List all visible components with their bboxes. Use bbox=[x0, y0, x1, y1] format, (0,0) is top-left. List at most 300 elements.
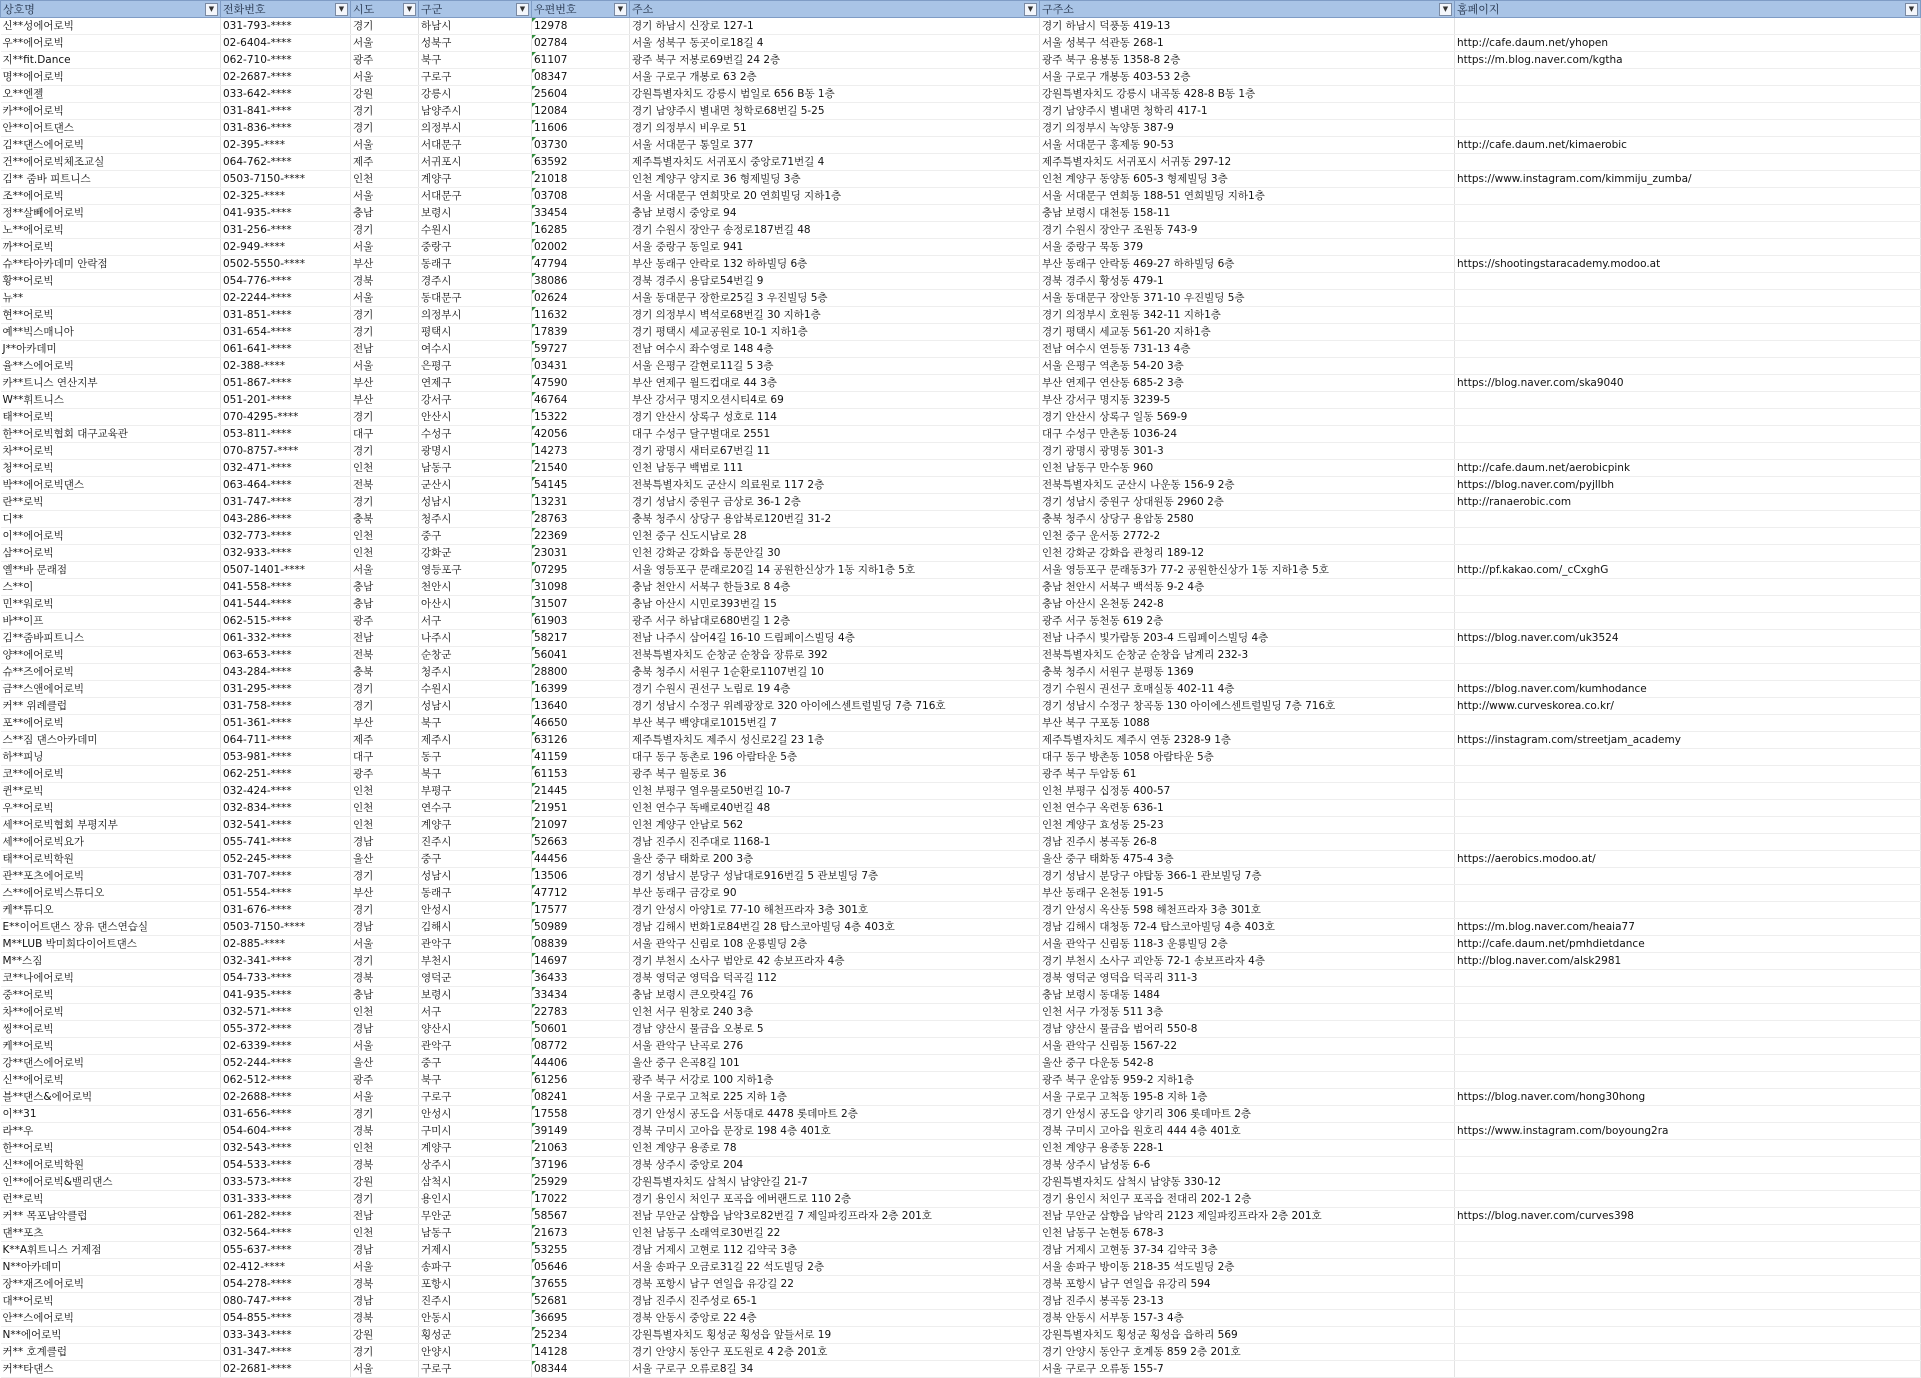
cell-homepage[interactable] bbox=[1455, 1259, 1921, 1276]
cell-gugun[interactable]: 아산시 bbox=[419, 596, 532, 613]
cell-address[interactable]: 충남 아산시 시민로393번길 15 bbox=[630, 596, 1040, 613]
cell-homepage[interactable] bbox=[1455, 834, 1921, 851]
table-row[interactable] bbox=[1, 800, 1921, 817]
cell-address[interactable]: 부산 동래구 금강로 90 bbox=[630, 885, 1040, 902]
cell-sido[interactable]: 경북 bbox=[351, 1310, 419, 1327]
cell-sido[interactable]: 전남 bbox=[351, 341, 419, 358]
cell-gugun[interactable]: 중구 bbox=[419, 851, 532, 868]
cell-gugun[interactable]: 의정부시 bbox=[419, 307, 532, 324]
cell-address[interactable]: 경북 영덕군 영덕읍 덕곡길 112 bbox=[630, 970, 1040, 987]
cell-homepage[interactable] bbox=[1455, 341, 1921, 358]
cell-address[interactable]: 경북 안동시 중앙로 22 4층 bbox=[630, 1310, 1040, 1327]
table-row[interactable] bbox=[1, 52, 1921, 69]
cell-gugun[interactable]: 관악구 bbox=[419, 936, 532, 953]
cell-homepage[interactable] bbox=[1455, 1157, 1921, 1174]
cell-sido[interactable]: 광주 bbox=[351, 766, 419, 783]
cell-sido[interactable]: 서울 bbox=[351, 936, 419, 953]
cell-address[interactable]: 울산 중구 태화로 200 3층 bbox=[630, 851, 1040, 868]
cell-gugun[interactable]: 구미시 bbox=[419, 1123, 532, 1140]
cell-old-address[interactable]: 충남 보령시 동대동 1484 bbox=[1040, 987, 1455, 1004]
cell-zip[interactable]: 21097 bbox=[532, 817, 630, 834]
cell-name[interactable]: 장**재즈에어로빅 bbox=[1, 1276, 221, 1293]
cell-sido[interactable]: 경기 bbox=[351, 103, 419, 120]
cell-sido[interactable]: 서울 bbox=[351, 290, 419, 307]
cell-address[interactable]: 경기 수원시 장안구 송정로187번길 48 bbox=[630, 222, 1040, 239]
cell-phone[interactable]: 052-245-**** bbox=[221, 851, 351, 868]
table-row[interactable] bbox=[1, 358, 1921, 375]
cell-address[interactable]: 인천 중구 신도시남로 28 bbox=[630, 528, 1040, 545]
cell-gugun[interactable]: 서대문구 bbox=[419, 188, 532, 205]
table-row[interactable] bbox=[1, 1106, 1921, 1123]
cell-address[interactable]: 부산 동래구 안락로 132 하하빌딩 6층 bbox=[630, 256, 1040, 273]
cell-address[interactable]: 제주특별자치도 제주시 성신로2길 23 1층 bbox=[630, 732, 1040, 749]
cell-gugun[interactable]: 서대문구 bbox=[419, 137, 532, 154]
cell-name[interactable]: 한**어로빅협회 대구교육관 bbox=[1, 426, 221, 443]
filter-dropdown-icon[interactable]: ▼ bbox=[335, 3, 348, 16]
cell-phone[interactable]: 031-793-**** bbox=[221, 18, 351, 35]
cell-zip[interactable]: 12084 bbox=[532, 103, 630, 120]
cell-phone[interactable]: 052-244-**** bbox=[221, 1055, 351, 1072]
cell-name[interactable]: 예**빅스매니아 bbox=[1, 324, 221, 341]
cell-homepage[interactable] bbox=[1455, 987, 1921, 1004]
cell-old-address[interactable]: 제주특별자치도 제주시 연동 2328-9 1층 bbox=[1040, 732, 1455, 749]
cell-sido[interactable]: 대구 bbox=[351, 749, 419, 766]
cell-phone[interactable]: 032-933-**** bbox=[221, 545, 351, 562]
cell-sido[interactable]: 서울 bbox=[351, 1259, 419, 1276]
cell-zip[interactable]: 28800 bbox=[532, 664, 630, 681]
cell-phone[interactable]: 031-654-**** bbox=[221, 324, 351, 341]
cell-address[interactable]: 서울 관악구 신림로 108 운룡빌딩 2층 bbox=[630, 936, 1040, 953]
cell-name[interactable]: 하**피닝 bbox=[1, 749, 221, 766]
cell-gugun[interactable]: 안양시 bbox=[419, 1344, 532, 1361]
cell-phone[interactable]: 064-711-**** bbox=[221, 732, 351, 749]
cell-name[interactable]: 커**타댄스 bbox=[1, 1361, 221, 1378]
cell-name[interactable]: 오**엔젤 bbox=[1, 86, 221, 103]
cell-gugun[interactable]: 삼척시 bbox=[419, 1174, 532, 1191]
cell-address[interactable]: 광주 북구 저봉로69번길 24 2층 bbox=[630, 52, 1040, 69]
cell-zip[interactable]: 14128 bbox=[532, 1344, 630, 1361]
cell-address[interactable]: 서울 관악구 난곡로 276 bbox=[630, 1038, 1040, 1055]
cell-homepage[interactable]: https://instagram.com/streetjam_academy bbox=[1455, 732, 1921, 749]
cell-old-address[interactable]: 충북 청주시 상당구 용암동 2580 bbox=[1040, 511, 1455, 528]
cell-homepage[interactable] bbox=[1455, 273, 1921, 290]
cell-gugun[interactable]: 진주시 bbox=[419, 834, 532, 851]
cell-homepage[interactable] bbox=[1455, 1174, 1921, 1191]
cell-old-address[interactable]: 서울 영등포구 문래동3가 77-2 공원한신상가 1동 지하1층 5호 bbox=[1040, 562, 1455, 579]
table-row[interactable] bbox=[1, 290, 1921, 307]
cell-name[interactable]: 안**스에어로빅 bbox=[1, 1310, 221, 1327]
cell-gugun[interactable]: 수원시 bbox=[419, 222, 532, 239]
cell-zip[interactable]: 21445 bbox=[532, 783, 630, 800]
cell-sido[interactable]: 인천 bbox=[351, 817, 419, 834]
cell-zip[interactable]: 21018 bbox=[532, 171, 630, 188]
cell-phone[interactable]: 054-733-**** bbox=[221, 970, 351, 987]
cell-homepage[interactable] bbox=[1455, 324, 1921, 341]
cell-address[interactable]: 전북특별자치도 군산시 의료원로 117 2층 bbox=[630, 477, 1040, 494]
cell-old-address[interactable]: 전북특별자치도 순창군 순창읍 남계리 232-3 bbox=[1040, 647, 1455, 664]
cell-homepage[interactable] bbox=[1455, 1072, 1921, 1089]
table-row[interactable] bbox=[1, 18, 1921, 35]
cell-phone[interactable]: 053-981-**** bbox=[221, 749, 351, 766]
cell-gugun[interactable]: 송파구 bbox=[419, 1259, 532, 1276]
cell-old-address[interactable]: 경기 평택시 세교동 561-20 지하1층 bbox=[1040, 324, 1455, 341]
cell-old-address[interactable]: 인천 중구 운서동 2772-2 bbox=[1040, 528, 1455, 545]
cell-address[interactable]: 경기 성남시 중원구 금상로 36-1 2층 bbox=[630, 494, 1040, 511]
cell-zip[interactable]: 47794 bbox=[532, 256, 630, 273]
cell-zip[interactable]: 52681 bbox=[532, 1293, 630, 1310]
cell-name[interactable]: 세**어로빅협회 부평지부 bbox=[1, 817, 221, 834]
table-row[interactable] bbox=[1, 749, 1921, 766]
cell-homepage[interactable] bbox=[1455, 1327, 1921, 1344]
cell-old-address[interactable]: 경남 양산시 물금읍 범어리 550-8 bbox=[1040, 1021, 1455, 1038]
table-row[interactable] bbox=[1, 1089, 1921, 1106]
cell-zip[interactable]: 11606 bbox=[532, 120, 630, 137]
table-row[interactable] bbox=[1, 1361, 1921, 1378]
cell-phone[interactable]: 02-395-**** bbox=[221, 137, 351, 154]
cell-name[interactable]: 디** bbox=[1, 511, 221, 528]
cell-phone[interactable]: 063-464-**** bbox=[221, 477, 351, 494]
table-row[interactable] bbox=[1, 1004, 1921, 1021]
filter-dropdown-icon[interactable]: ▼ bbox=[1439, 3, 1452, 16]
filter-dropdown-icon[interactable]: ▼ bbox=[205, 3, 218, 16]
cell-name[interactable]: K**A휘트니스 거제점 bbox=[1, 1242, 221, 1259]
table-row[interactable] bbox=[1, 120, 1921, 137]
cell-homepage[interactable] bbox=[1455, 1191, 1921, 1208]
cell-old-address[interactable]: 경기 성남시 중원구 상대원동 2960 2층 bbox=[1040, 494, 1455, 511]
cell-address[interactable]: 충남 천안시 서북구 한들3로 8 4층 bbox=[630, 579, 1040, 596]
cell-sido[interactable]: 경기 bbox=[351, 18, 419, 35]
table-row[interactable] bbox=[1, 970, 1921, 987]
cell-address[interactable]: 서울 구로구 고척로 225 지하 1층 bbox=[630, 1089, 1040, 1106]
cell-address[interactable]: 경기 안성시 공도읍 서동대로 4478 롯데마트 2층 bbox=[630, 1106, 1040, 1123]
table-row[interactable] bbox=[1, 477, 1921, 494]
cell-homepage[interactable] bbox=[1455, 970, 1921, 987]
cell-sido[interactable]: 충북 bbox=[351, 511, 419, 528]
cell-gugun[interactable]: 관악구 bbox=[419, 1038, 532, 1055]
cell-address[interactable]: 경기 안성시 아양1로 77-10 해천프라자 3층 301호 bbox=[630, 902, 1040, 919]
cell-homepage[interactable] bbox=[1455, 885, 1921, 902]
cell-name[interactable]: 케**어로빅 bbox=[1, 1038, 221, 1055]
cell-address[interactable]: 인천 계양구 양지로 36 형제빌딩 3층 bbox=[630, 171, 1040, 188]
cell-name[interactable]: 태**어로빅 bbox=[1, 409, 221, 426]
cell-zip[interactable]: 42056 bbox=[532, 426, 630, 443]
cell-phone[interactable]: 032-541-**** bbox=[221, 817, 351, 834]
cell-address[interactable]: 경남 진주시 진주성로 65-1 bbox=[630, 1293, 1040, 1310]
cell-gugun[interactable]: 연제구 bbox=[419, 375, 532, 392]
cell-old-address[interactable]: 인천 계양구 동양동 605-3 형제빌딩 3층 bbox=[1040, 171, 1455, 188]
cell-phone[interactable]: 055-637-**** bbox=[221, 1242, 351, 1259]
cell-zip[interactable]: 22783 bbox=[532, 1004, 630, 1021]
cell-name[interactable]: 세**에어로빅요가 bbox=[1, 834, 221, 851]
cell-phone[interactable]: 054-278-**** bbox=[221, 1276, 351, 1293]
cell-address[interactable]: 서울 영등포구 문래로20길 14 공원한신상가 1동 지하1층 5호 bbox=[630, 562, 1040, 579]
cell-address[interactable]: 서울 구로구 오류로8길 34 bbox=[630, 1361, 1040, 1378]
cell-sido[interactable]: 서울 bbox=[351, 137, 419, 154]
cell-address[interactable]: 경북 상주시 중앙로 204 bbox=[630, 1157, 1040, 1174]
cell-sido[interactable]: 제주 bbox=[351, 732, 419, 749]
cell-address[interactable]: 경남 진주시 진주대로 1168-1 bbox=[630, 834, 1040, 851]
cell-zip[interactable]: 17577 bbox=[532, 902, 630, 919]
cell-name[interactable]: 태**어로빅학원 bbox=[1, 851, 221, 868]
cell-phone[interactable]: 031-676-**** bbox=[221, 902, 351, 919]
cell-gugun[interactable]: 서구 bbox=[419, 613, 532, 630]
cell-sido[interactable]: 경북 bbox=[351, 1123, 419, 1140]
cell-name[interactable]: 관**포츠에어로빅 bbox=[1, 868, 221, 885]
cell-old-address[interactable]: 경기 의정부시 호원동 342-11 지하1층 bbox=[1040, 307, 1455, 324]
cell-zip[interactable]: 23031 bbox=[532, 545, 630, 562]
cell-old-address[interactable]: 경기 성남시 분당구 야탑동 366-1 관보빌딩 7층 bbox=[1040, 868, 1455, 885]
cell-old-address[interactable]: 광주 북구 운암동 959-2 지하1층 bbox=[1040, 1072, 1455, 1089]
table-row[interactable] bbox=[1, 273, 1921, 290]
cell-zip[interactable]: 37196 bbox=[532, 1157, 630, 1174]
cell-gugun[interactable]: 청주시 bbox=[419, 511, 532, 528]
cell-phone[interactable]: 041-544-**** bbox=[221, 596, 351, 613]
cell-gugun[interactable]: 동대문구 bbox=[419, 290, 532, 307]
cell-address[interactable]: 인천 부평구 열우물로50번길 10-7 bbox=[630, 783, 1040, 800]
table-row[interactable] bbox=[1, 392, 1921, 409]
cell-phone[interactable]: 061-282-**** bbox=[221, 1208, 351, 1225]
table-row[interactable] bbox=[1, 1157, 1921, 1174]
cell-sido[interactable]: 광주 bbox=[351, 1072, 419, 1089]
cell-old-address[interactable]: 인천 강화군 강화읍 관청리 189-12 bbox=[1040, 545, 1455, 562]
cell-homepage[interactable] bbox=[1455, 511, 1921, 528]
cell-homepage[interactable]: http://www.curveskorea.co.kr/ bbox=[1455, 698, 1921, 715]
cell-name[interactable]: 한**어로빅 bbox=[1, 1140, 221, 1157]
cell-zip[interactable]: 16399 bbox=[532, 681, 630, 698]
table-row[interactable] bbox=[1, 154, 1921, 171]
cell-sido[interactable]: 서울 bbox=[351, 1361, 419, 1378]
cell-name[interactable]: 카**트니스 연산지부 bbox=[1, 375, 221, 392]
cell-zip[interactable]: 22369 bbox=[532, 528, 630, 545]
cell-address[interactable]: 충남 보령시 중앙로 94 bbox=[630, 205, 1040, 222]
cell-old-address[interactable]: 경기 남양주시 별내면 청학리 417-1 bbox=[1040, 103, 1455, 120]
table-row[interactable] bbox=[1, 936, 1921, 953]
table-row[interactable] bbox=[1, 1208, 1921, 1225]
cell-zip[interactable]: 50989 bbox=[532, 919, 630, 936]
cell-address[interactable]: 전남 나주시 삼어4길 16-10 드림페이스빌딩 4층 bbox=[630, 630, 1040, 647]
cell-address[interactable]: 경기 수원시 권선구 노림로 19 4층 bbox=[630, 681, 1040, 698]
cell-address[interactable]: 강원특별자치도 삼척시 남양안길 21-7 bbox=[630, 1174, 1040, 1191]
cell-gugun[interactable]: 성남시 bbox=[419, 698, 532, 715]
table-row[interactable] bbox=[1, 460, 1921, 477]
cell-address[interactable]: 경기 의정부시 비우로 51 bbox=[630, 120, 1040, 137]
cell-gugun[interactable]: 거제시 bbox=[419, 1242, 532, 1259]
cell-name[interactable]: 강**댄스에어로빅 bbox=[1, 1055, 221, 1072]
cell-gugun[interactable]: 중구 bbox=[419, 1055, 532, 1072]
cell-old-address[interactable]: 광주 북구 용봉동 1358-8 2층 bbox=[1040, 52, 1455, 69]
cell-address[interactable]: 서울 중랑구 동일로 941 bbox=[630, 239, 1040, 256]
cell-sido[interactable]: 경기 bbox=[351, 1344, 419, 1361]
cell-sido[interactable]: 경남 bbox=[351, 1293, 419, 1310]
cell-address[interactable]: 경남 양산시 물금읍 오봉로 5 bbox=[630, 1021, 1040, 1038]
cell-old-address[interactable]: 전남 여수시 연등동 731-13 4층 bbox=[1040, 341, 1455, 358]
cell-zip[interactable]: 13506 bbox=[532, 868, 630, 885]
cell-sido[interactable]: 경남 bbox=[351, 1242, 419, 1259]
cell-address[interactable]: 경남 김해시 번화1로84번길 28 탑스코아빌딩 4층 403호 bbox=[630, 919, 1040, 936]
cell-zip[interactable]: 14273 bbox=[532, 443, 630, 460]
cell-zip[interactable]: 37655 bbox=[532, 1276, 630, 1293]
cell-phone[interactable]: 061-332-**** bbox=[221, 630, 351, 647]
cell-old-address[interactable]: 전남 나주시 빛가람동 203-4 드림페이스빌딩 4층 bbox=[1040, 630, 1455, 647]
cell-homepage[interactable] bbox=[1455, 1038, 1921, 1055]
cell-zip[interactable]: 13231 bbox=[532, 494, 630, 511]
cell-address[interactable]: 인천 연수구 독배로40번길 48 bbox=[630, 800, 1040, 817]
cell-sido[interactable]: 경남 bbox=[351, 1021, 419, 1038]
cell-phone[interactable]: 053-811-**** bbox=[221, 426, 351, 443]
cell-zip[interactable]: 53255 bbox=[532, 1242, 630, 1259]
cell-gugun[interactable]: 남동구 bbox=[419, 1225, 532, 1242]
filter-dropdown-icon[interactable]: ▼ bbox=[1905, 3, 1918, 16]
cell-gugun[interactable]: 양산시 bbox=[419, 1021, 532, 1038]
table-row[interactable] bbox=[1, 1038, 1921, 1055]
cell-name[interactable]: 지**fit.Dance bbox=[1, 52, 221, 69]
cell-zip[interactable]: 08839 bbox=[532, 936, 630, 953]
cell-old-address[interactable]: 광주 서구 동천동 619 2층 bbox=[1040, 613, 1455, 630]
cell-name[interactable]: 커** 위례클럽 bbox=[1, 698, 221, 715]
cell-homepage[interactable] bbox=[1455, 715, 1921, 732]
cell-homepage[interactable] bbox=[1455, 1361, 1921, 1378]
cell-homepage[interactable]: https://blog.naver.com/curves398 bbox=[1455, 1208, 1921, 1225]
cell-sido[interactable]: 서울 bbox=[351, 188, 419, 205]
cell-gugun[interactable]: 김해시 bbox=[419, 919, 532, 936]
cell-name[interactable]: M**스짐 bbox=[1, 953, 221, 970]
cell-homepage[interactable] bbox=[1455, 613, 1921, 630]
table-row[interactable] bbox=[1, 494, 1921, 511]
cell-address[interactable]: 인천 남동구 소래역로30번길 22 bbox=[630, 1225, 1040, 1242]
cell-homepage[interactable] bbox=[1455, 307, 1921, 324]
cell-old-address[interactable]: 경기 부천시 소사구 괴안동 72-1 송보프라자 4층 bbox=[1040, 953, 1455, 970]
cell-gugun[interactable]: 북구 bbox=[419, 715, 532, 732]
table-row[interactable] bbox=[1, 1072, 1921, 1089]
table-row[interactable] bbox=[1, 817, 1921, 834]
cell-zip[interactable]: 54145 bbox=[532, 477, 630, 494]
cell-zip[interactable]: 33454 bbox=[532, 205, 630, 222]
table-row[interactable] bbox=[1, 545, 1921, 562]
cell-phone[interactable]: 031-758-**** bbox=[221, 698, 351, 715]
cell-name[interactable]: M**LUB 박미희다이어트댄스 bbox=[1, 936, 221, 953]
cell-phone[interactable]: 032-571-**** bbox=[221, 1004, 351, 1021]
cell-phone[interactable]: 032-341-**** bbox=[221, 953, 351, 970]
cell-phone[interactable]: 031-747-**** bbox=[221, 494, 351, 511]
cell-phone[interactable]: 043-286-**** bbox=[221, 511, 351, 528]
cell-old-address[interactable]: 부산 북구 구포동 1088 bbox=[1040, 715, 1455, 732]
cell-zip[interactable]: 44406 bbox=[532, 1055, 630, 1072]
cell-homepage[interactable]: https://m.blog.naver.com/kgtha bbox=[1455, 52, 1921, 69]
cell-phone[interactable]: 032-471-**** bbox=[221, 460, 351, 477]
cell-gugun[interactable]: 동래구 bbox=[419, 885, 532, 902]
filter-dropdown-icon[interactable]: ▼ bbox=[1024, 3, 1037, 16]
cell-sido[interactable]: 광주 bbox=[351, 52, 419, 69]
cell-sido[interactable]: 경기 bbox=[351, 681, 419, 698]
cell-name[interactable]: 중**어로빅 bbox=[1, 987, 221, 1004]
cell-name[interactable]: 이**31 bbox=[1, 1106, 221, 1123]
cell-phone[interactable]: 031-836-**** bbox=[221, 120, 351, 137]
cell-gugun[interactable]: 구로구 bbox=[419, 1361, 532, 1378]
cell-old-address[interactable]: 서울 관악구 신림동 1567-22 bbox=[1040, 1038, 1455, 1055]
cell-old-address[interactable]: 경기 광명시 광명동 301-3 bbox=[1040, 443, 1455, 460]
cell-gugun[interactable]: 성남시 bbox=[419, 868, 532, 885]
cell-homepage[interactable]: http://cafe.daum.net/aerobicpink bbox=[1455, 460, 1921, 477]
cell-name[interactable]: 씽**어로빅 bbox=[1, 1021, 221, 1038]
cell-sido[interactable]: 인천 bbox=[351, 528, 419, 545]
cell-old-address[interactable]: 부산 연제구 연산동 685-2 3층 bbox=[1040, 375, 1455, 392]
cell-phone[interactable]: 043-284-**** bbox=[221, 664, 351, 681]
cell-phone[interactable]: 02-6339-**** bbox=[221, 1038, 351, 1055]
cell-gugun[interactable]: 중구 bbox=[419, 528, 532, 545]
cell-address[interactable]: 서울 송파구 오금로31길 22 석도빌딩 2층 bbox=[630, 1259, 1040, 1276]
cell-homepage[interactable] bbox=[1455, 426, 1921, 443]
cell-phone[interactable]: 062-251-**** bbox=[221, 766, 351, 783]
table-row[interactable] bbox=[1, 1055, 1921, 1072]
cell-address[interactable]: 경기 남양주시 별내면 청학로68번길 5-25 bbox=[630, 103, 1040, 120]
cell-old-address[interactable]: 경기 성남시 수정구 창곡동 130 아이에스센트럴빌딩 7층 716호 bbox=[1040, 698, 1455, 715]
cell-name[interactable]: 현**어로빅 bbox=[1, 307, 221, 324]
cell-address[interactable]: 전남 무안군 삼향읍 남악3로82번길 7 제일파킹프라자 2층 201호 bbox=[630, 1208, 1040, 1225]
cell-gugun[interactable]: 중랑구 bbox=[419, 239, 532, 256]
filter-dropdown-icon[interactable]: ▼ bbox=[403, 3, 416, 16]
table-row[interactable] bbox=[1, 1259, 1921, 1276]
table-row[interactable] bbox=[1, 222, 1921, 239]
cell-gugun[interactable]: 횡성군 bbox=[419, 1327, 532, 1344]
cell-gugun[interactable]: 안성시 bbox=[419, 1106, 532, 1123]
column-header-sido[interactable] bbox=[351, 1, 419, 18]
cell-sido[interactable]: 인천 bbox=[351, 800, 419, 817]
cell-name[interactable]: 양**에어로빅 bbox=[1, 647, 221, 664]
cell-address[interactable]: 서울 서대문구 통일로 377 bbox=[630, 137, 1040, 154]
table-row[interactable] bbox=[1, 1344, 1921, 1361]
cell-sido[interactable]: 인천 bbox=[351, 1140, 419, 1157]
cell-name[interactable]: 스**에어로빅스튜디오 bbox=[1, 885, 221, 902]
column-header-phone[interactable] bbox=[221, 1, 351, 18]
cell-address[interactable]: 광주 북구 월동로 36 bbox=[630, 766, 1040, 783]
cell-homepage[interactable]: https://blog.naver.com/pyjllbh bbox=[1455, 477, 1921, 494]
cell-sido[interactable]: 강원 bbox=[351, 86, 419, 103]
cell-phone[interactable]: 0502-5550-**** bbox=[221, 256, 351, 273]
cell-old-address[interactable]: 서울 성북구 석관동 268-1 bbox=[1040, 35, 1455, 52]
cell-address[interactable]: 인천 서구 원창로 240 3층 bbox=[630, 1004, 1040, 1021]
cell-old-address[interactable]: 강원특별자치도 삼척시 남양동 330-12 bbox=[1040, 1174, 1455, 1191]
cell-old-address[interactable]: 경기 수원시 권선구 호매실동 402-11 4층 bbox=[1040, 681, 1455, 698]
cell-homepage[interactable] bbox=[1455, 1344, 1921, 1361]
cell-phone[interactable]: 055-372-**** bbox=[221, 1021, 351, 1038]
cell-gugun[interactable]: 강서구 bbox=[419, 392, 532, 409]
cell-phone[interactable]: 080-747-**** bbox=[221, 1293, 351, 1310]
cell-gugun[interactable]: 순창군 bbox=[419, 647, 532, 664]
cell-zip[interactable]: 38086 bbox=[532, 273, 630, 290]
cell-gugun[interactable]: 영등포구 bbox=[419, 562, 532, 579]
cell-old-address[interactable]: 경남 진주시 봉곡동 23-13 bbox=[1040, 1293, 1455, 1310]
table-row[interactable] bbox=[1, 851, 1921, 868]
cell-address[interactable]: 경기 성남시 분당구 성남대로916번길 5 관보빌딩 7층 bbox=[630, 868, 1040, 885]
cell-gugun[interactable]: 의정부시 bbox=[419, 120, 532, 137]
cell-old-address[interactable]: 서울 서대문구 연희동 188-51 연희빌딩 지하1층 bbox=[1040, 188, 1455, 205]
cell-sido[interactable]: 인천 bbox=[351, 171, 419, 188]
cell-old-address[interactable]: 충남 아산시 온천동 242-8 bbox=[1040, 596, 1455, 613]
cell-old-address[interactable]: 충남 보령시 대천동 158-11 bbox=[1040, 205, 1455, 222]
cell-homepage[interactable]: http://cafe.daum.net/kimaerobic bbox=[1455, 137, 1921, 154]
cell-zip[interactable]: 46764 bbox=[532, 392, 630, 409]
cell-old-address[interactable]: 경기 용인시 처인구 포곡읍 전대리 202-1 2층 bbox=[1040, 1191, 1455, 1208]
cell-zip[interactable]: 25604 bbox=[532, 86, 630, 103]
cell-sido[interactable]: 충북 bbox=[351, 664, 419, 681]
cell-phone[interactable]: 062-710-**** bbox=[221, 52, 351, 69]
cell-sido[interactable]: 울산 bbox=[351, 1055, 419, 1072]
cell-gugun[interactable]: 계양구 bbox=[419, 171, 532, 188]
cell-zip[interactable]: 07295 bbox=[532, 562, 630, 579]
cell-sido[interactable]: 부산 bbox=[351, 392, 419, 409]
cell-sido[interactable]: 인천 bbox=[351, 460, 419, 477]
table-row[interactable] bbox=[1, 86, 1921, 103]
